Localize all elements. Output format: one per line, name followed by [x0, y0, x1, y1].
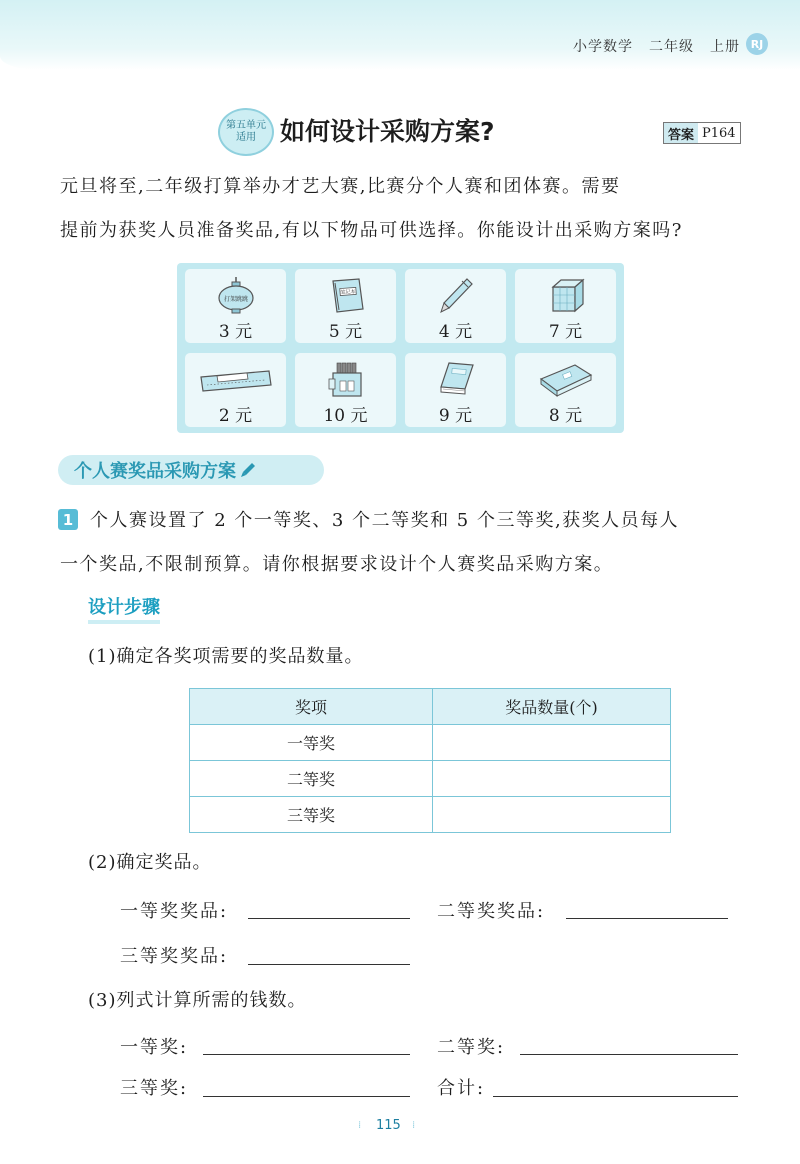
page-number: 115	[376, 1118, 401, 1133]
first-prize-item-label: 一等奖奖品:	[120, 901, 229, 922]
item-price: 3 元	[218, 322, 253, 342]
first-prize-cost-blank[interactable]	[203, 1054, 410, 1055]
table-header: 奖品数量(个)	[433, 689, 671, 725]
quantity-cell[interactable]	[433, 725, 671, 761]
item-card-crayon-box	[295, 353, 396, 427]
steps-heading: 设计步骤	[88, 596, 160, 624]
crayon-box-icon	[325, 359, 367, 399]
question-line-1: 个人赛设置了 2 个一等奖、3 个二等奖和 5 个三等奖,获奖人员每人	[90, 510, 680, 531]
volume-label: 上册	[710, 39, 740, 55]
section-heading	[58, 455, 324, 485]
header-band	[0, 0, 800, 70]
notebook-icon	[325, 275, 367, 315]
first-prize-item-blank[interactable]	[248, 918, 410, 919]
unit-badge-line2: 适用	[236, 132, 256, 143]
award-cell: 三等奖	[190, 797, 433, 833]
cube-icon	[545, 275, 587, 315]
section-title: 个人赛奖品采购方案	[74, 461, 236, 482]
lantern-label: 打架跳跳	[223, 296, 249, 303]
total-cost-label: 合计:	[437, 1078, 486, 1099]
table-row	[190, 797, 671, 833]
unit-badge	[218, 108, 274, 156]
answer-reference	[663, 122, 741, 144]
subject-label: 小学数学	[573, 39, 633, 55]
item-price: 2 元	[218, 406, 253, 426]
second-prize-cost-label: 二等奖:	[437, 1037, 506, 1058]
page-number-ornament-right: ⁞	[412, 1120, 417, 1131]
ruler-icon	[197, 359, 275, 399]
item-card-lantern	[185, 269, 286, 343]
second-prize-item-label: 二等奖奖品:	[437, 901, 546, 922]
second-prize-item-blank[interactable]	[566, 918, 728, 919]
header-text	[573, 36, 740, 56]
step-1-text: (1)确定各奖项需要的奖品数量。	[88, 646, 364, 667]
third-prize-cost-label: 三等奖:	[120, 1078, 189, 1099]
table-header-row	[190, 689, 671, 725]
total-cost-blank[interactable]	[493, 1096, 738, 1097]
grade-label: 二年级	[649, 39, 694, 55]
question-line-2: 一个奖品,不限制预算。请你根据要求设计个人赛奖品采购方案。	[60, 554, 614, 575]
item-card-cube	[515, 269, 616, 343]
item-price: 7 元	[548, 322, 583, 342]
step-3-text: (3)列式计算所需的钱数。	[88, 990, 307, 1011]
unit-badge-line1: 第五单元	[226, 120, 266, 131]
answer-page: P164	[702, 125, 736, 141]
page-number-ornament-left: ⁞	[358, 1120, 363, 1131]
notebook-label: 笔记本	[340, 288, 356, 297]
third-prize-item-blank[interactable]	[248, 964, 410, 965]
answer-label: 答案	[664, 123, 698, 143]
item-card-pen	[405, 269, 506, 343]
item-card-book	[405, 353, 506, 427]
table-row	[190, 725, 671, 761]
item-card-pencil-case	[515, 353, 616, 427]
pencil-icon	[240, 462, 256, 478]
question-number: 1	[58, 509, 78, 530]
award-cell: 一等奖	[190, 725, 433, 761]
item-price: 5 元	[328, 322, 363, 342]
third-prize-cost-blank[interactable]	[203, 1096, 410, 1097]
quantity-cell[interactable]	[433, 797, 671, 833]
items-panel	[177, 263, 624, 433]
step-2-text: (2)确定奖品。	[88, 852, 212, 873]
item-card-notebook	[295, 269, 396, 343]
awards-table	[189, 688, 671, 833]
edition-badge: RJ	[746, 33, 768, 55]
item-price: 10 元	[323, 406, 368, 426]
pencil-case-icon	[535, 359, 595, 399]
table-header: 奖项	[190, 689, 433, 725]
item-price: 8 元	[548, 406, 583, 426]
award-cell: 二等奖	[190, 761, 433, 797]
quantity-cell[interactable]	[433, 761, 671, 797]
pen-icon	[435, 275, 477, 315]
second-prize-cost-blank[interactable]	[520, 1054, 738, 1055]
lantern-icon	[215, 275, 257, 315]
third-prize-item-label: 三等奖奖品:	[120, 946, 229, 967]
item-price: 9 元	[438, 406, 473, 426]
page-title: 如何设计采购方案?	[280, 117, 495, 146]
book-icon	[435, 359, 477, 399]
intro-line-2: 提前为获奖人员准备奖品,有以下物品可供选择。你能设计出采购方案吗?	[60, 220, 683, 241]
item-card-ruler	[185, 353, 286, 427]
table-row	[190, 761, 671, 797]
first-prize-cost-label: 一等奖:	[120, 1037, 189, 1058]
item-price: 4 元	[438, 322, 473, 342]
intro-line-1: 元旦将至,二年级打算举办才艺大赛,比赛分个人赛和团体赛。需要	[60, 176, 621, 197]
